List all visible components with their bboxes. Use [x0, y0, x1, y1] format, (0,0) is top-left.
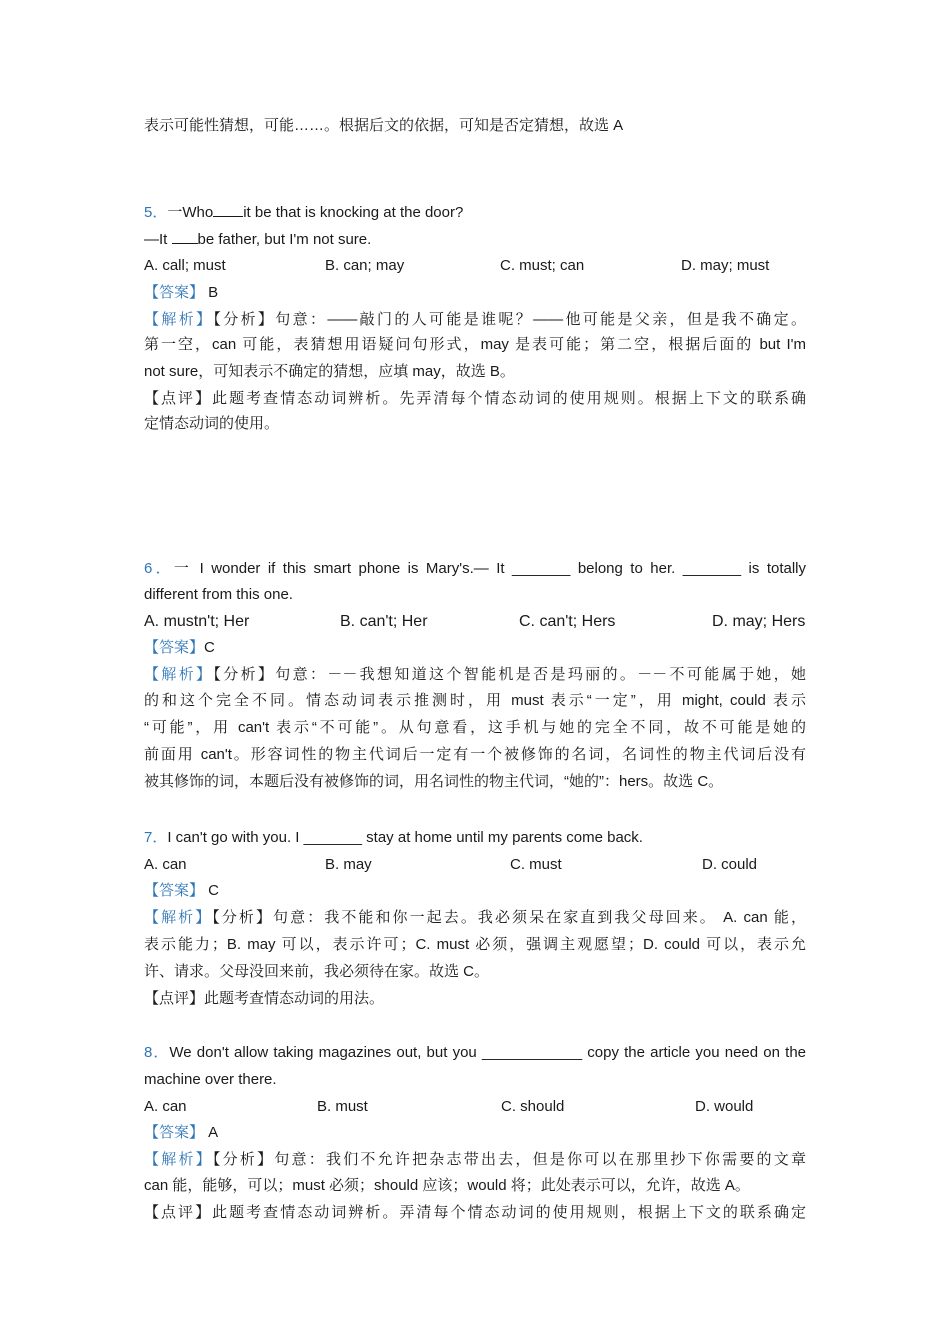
q8-review: 【点评】此题考查情态动词辨析。弄清每个情态动词的使用规则，根据上下文的联系确定 [144, 1204, 806, 1221]
q7-option-a: A. can [144, 856, 187, 873]
q7-stem-text: I can't go with you. I _______ stay at home until my parents come back. [167, 829, 643, 846]
q6-analysis-5: 被其修饰的词，本题后没有被修饰的词，用名词性的物主代词，“她的”：hers。故选 C。 [144, 773, 724, 790]
q5-answer-value: B [204, 284, 219, 301]
q5-analysis-text-1: 【分析】句意：——敲门的人可能是谁呢？——他可能是父亲，但是我不确定。 [213, 311, 806, 328]
q5-stem-line1 [144, 202, 806, 223]
q7-review: 【点评】此题考查情态动词的用法。 [144, 990, 385, 1007]
q5-stem2-a: —It [144, 231, 172, 248]
q6-stem-line1 [144, 559, 806, 579]
q6-analysis-1 [144, 665, 806, 685]
q8-number: 8． [144, 1044, 170, 1061]
q7-analysis-tag: 【解析】 [144, 909, 213, 926]
q8-option-c: C. should [501, 1098, 565, 1115]
q6-option-d: D. may; Hers [712, 613, 806, 630]
q6-answer [144, 638, 806, 658]
q8-option-d: D. would [695, 1098, 754, 1115]
q5-stem2-b: be father, but I'm not sure. [197, 231, 372, 248]
q5-analysis-2: 第一空，can 可能，表猜想用语疑问句形式，may 是表可能；第二空，根据后面的 but I'm [144, 336, 806, 353]
q5-review-1: 【点评】此题考查情态动词辨析。先弄清每个情态动词的使用规则。根据上下文的联系确 [144, 390, 806, 407]
q5-stem-b: it be that is knocking at the door? [243, 204, 464, 221]
q8-analysis-text-1: 【分析】句意：我们不允许把杂志带出去，但是你可以在那里抄下你需要的文章 [212, 1151, 806, 1168]
q7-analysis-2: 表示能力；B. may 可以，表示许可；C. must 必须，强调主观愿望；D. could 可以，表示允 [144, 936, 806, 953]
q6-option-b: B. can't; Her [340, 613, 428, 630]
q5-option-c: C. must; can [500, 257, 585, 274]
q5-number: 5． [144, 204, 168, 221]
q6-answer-tag: 【答案】 [144, 639, 205, 656]
q8-stem-line1 [144, 1043, 806, 1063]
q7-answer-value: C [204, 882, 220, 899]
q5-answer [144, 283, 806, 303]
q5-blank-1 [213, 202, 243, 217]
q6-analysis-4: 前面用 can't。形容词性的物主代词后一定有一个被修饰的名词，名词性的物主代词后没有 [144, 746, 806, 763]
intro-tail: 表示可能性猜想，可能……。根据后文的依据，可知是否定猜想，故选 A [144, 117, 624, 134]
q5-analysis-1 [144, 310, 806, 330]
q6-stem-text: 一 I wonder if this smart phone is Mary's.— It _______ belong to her. _______ is totally [173, 560, 807, 577]
q7-answer [144, 881, 806, 901]
q7-analysis-3: 许、请求。父母没回来前，我必须待在家。故选 C。 [144, 963, 490, 980]
q8-option-b: B. must [317, 1098, 368, 1115]
q6-analysis-3: “可能”，用 can't 表示“不可能”。从句意看，这手机与她的完全不同，故不可能是她的 [144, 719, 806, 736]
q5-option-a: A. call; must [144, 257, 226, 274]
q7-option-b: B. may [325, 856, 372, 873]
q8-analysis-tag: 【解析】 [144, 1151, 213, 1168]
q5-option-d: D. may; must [681, 257, 770, 274]
q5-analysis-tag: 【解析】 [144, 311, 214, 328]
q7-option-d: D. could [702, 856, 758, 873]
q7-answer-tag: 【答案】 [144, 882, 205, 899]
q5-review-2: 定情态动词的使用。 [144, 415, 280, 432]
q6-number: 6． [144, 560, 174, 577]
q8-option-a: A. can [144, 1098, 187, 1115]
q5-stem-line2 [144, 229, 806, 250]
q7-stem-line1 [144, 828, 806, 848]
q7-number: 7． [144, 829, 168, 846]
q6-analysis-2: 的和这个完全不同。情态动词表示推测时，用 must 表示“一定”，用 might, could 表示 [144, 692, 806, 709]
q5-blank-2 [172, 229, 198, 244]
q6-analysis-tag: 【解析】 [144, 666, 214, 683]
q8-stem-text: We don't allow taking magazines out, but you ____________ copy the article you need on the [169, 1044, 807, 1061]
q5-answer-tag: 【答案】 [144, 284, 205, 301]
q8-stem-line2: machine over there. [144, 1071, 277, 1088]
q5-analysis-3: not sure，可知表示不确定的猜想，应填 may，故选 B。 [144, 363, 515, 380]
q8-answer [144, 1123, 806, 1143]
q6-option-c: C. can't; Hers [519, 613, 616, 630]
q6-option-a: A. mustn't; Her [144, 613, 250, 630]
q7-analysis-1 [144, 908, 806, 928]
q6-analysis-text-1: 【分析】句意：－－我想知道这个智能机是否是玛丽的。－－不可能属于她，她 [213, 666, 806, 683]
q8-analysis-1 [144, 1150, 806, 1170]
q7-analysis-text-1: 【分析】句意：我不能和你一起去。我必须呆在家直到我父母回来。 A. can 能， [212, 909, 806, 926]
q8-answer-tag: 【答案】 [144, 1124, 205, 1141]
q6-stem-line2: different from this one. [144, 586, 293, 603]
q6-answer-value: C [204, 639, 215, 656]
q5-option-b: B. can; may [325, 257, 405, 274]
q8-analysis-2: can 能，能够，可以；must 必须；should 应该；would 将；此处表示可以，允许，故选 A。 [144, 1177, 750, 1194]
q8-answer-value: A [204, 1124, 219, 1141]
q5-stem-a: 一Who [167, 204, 214, 221]
q7-option-c: C. must [510, 856, 562, 873]
